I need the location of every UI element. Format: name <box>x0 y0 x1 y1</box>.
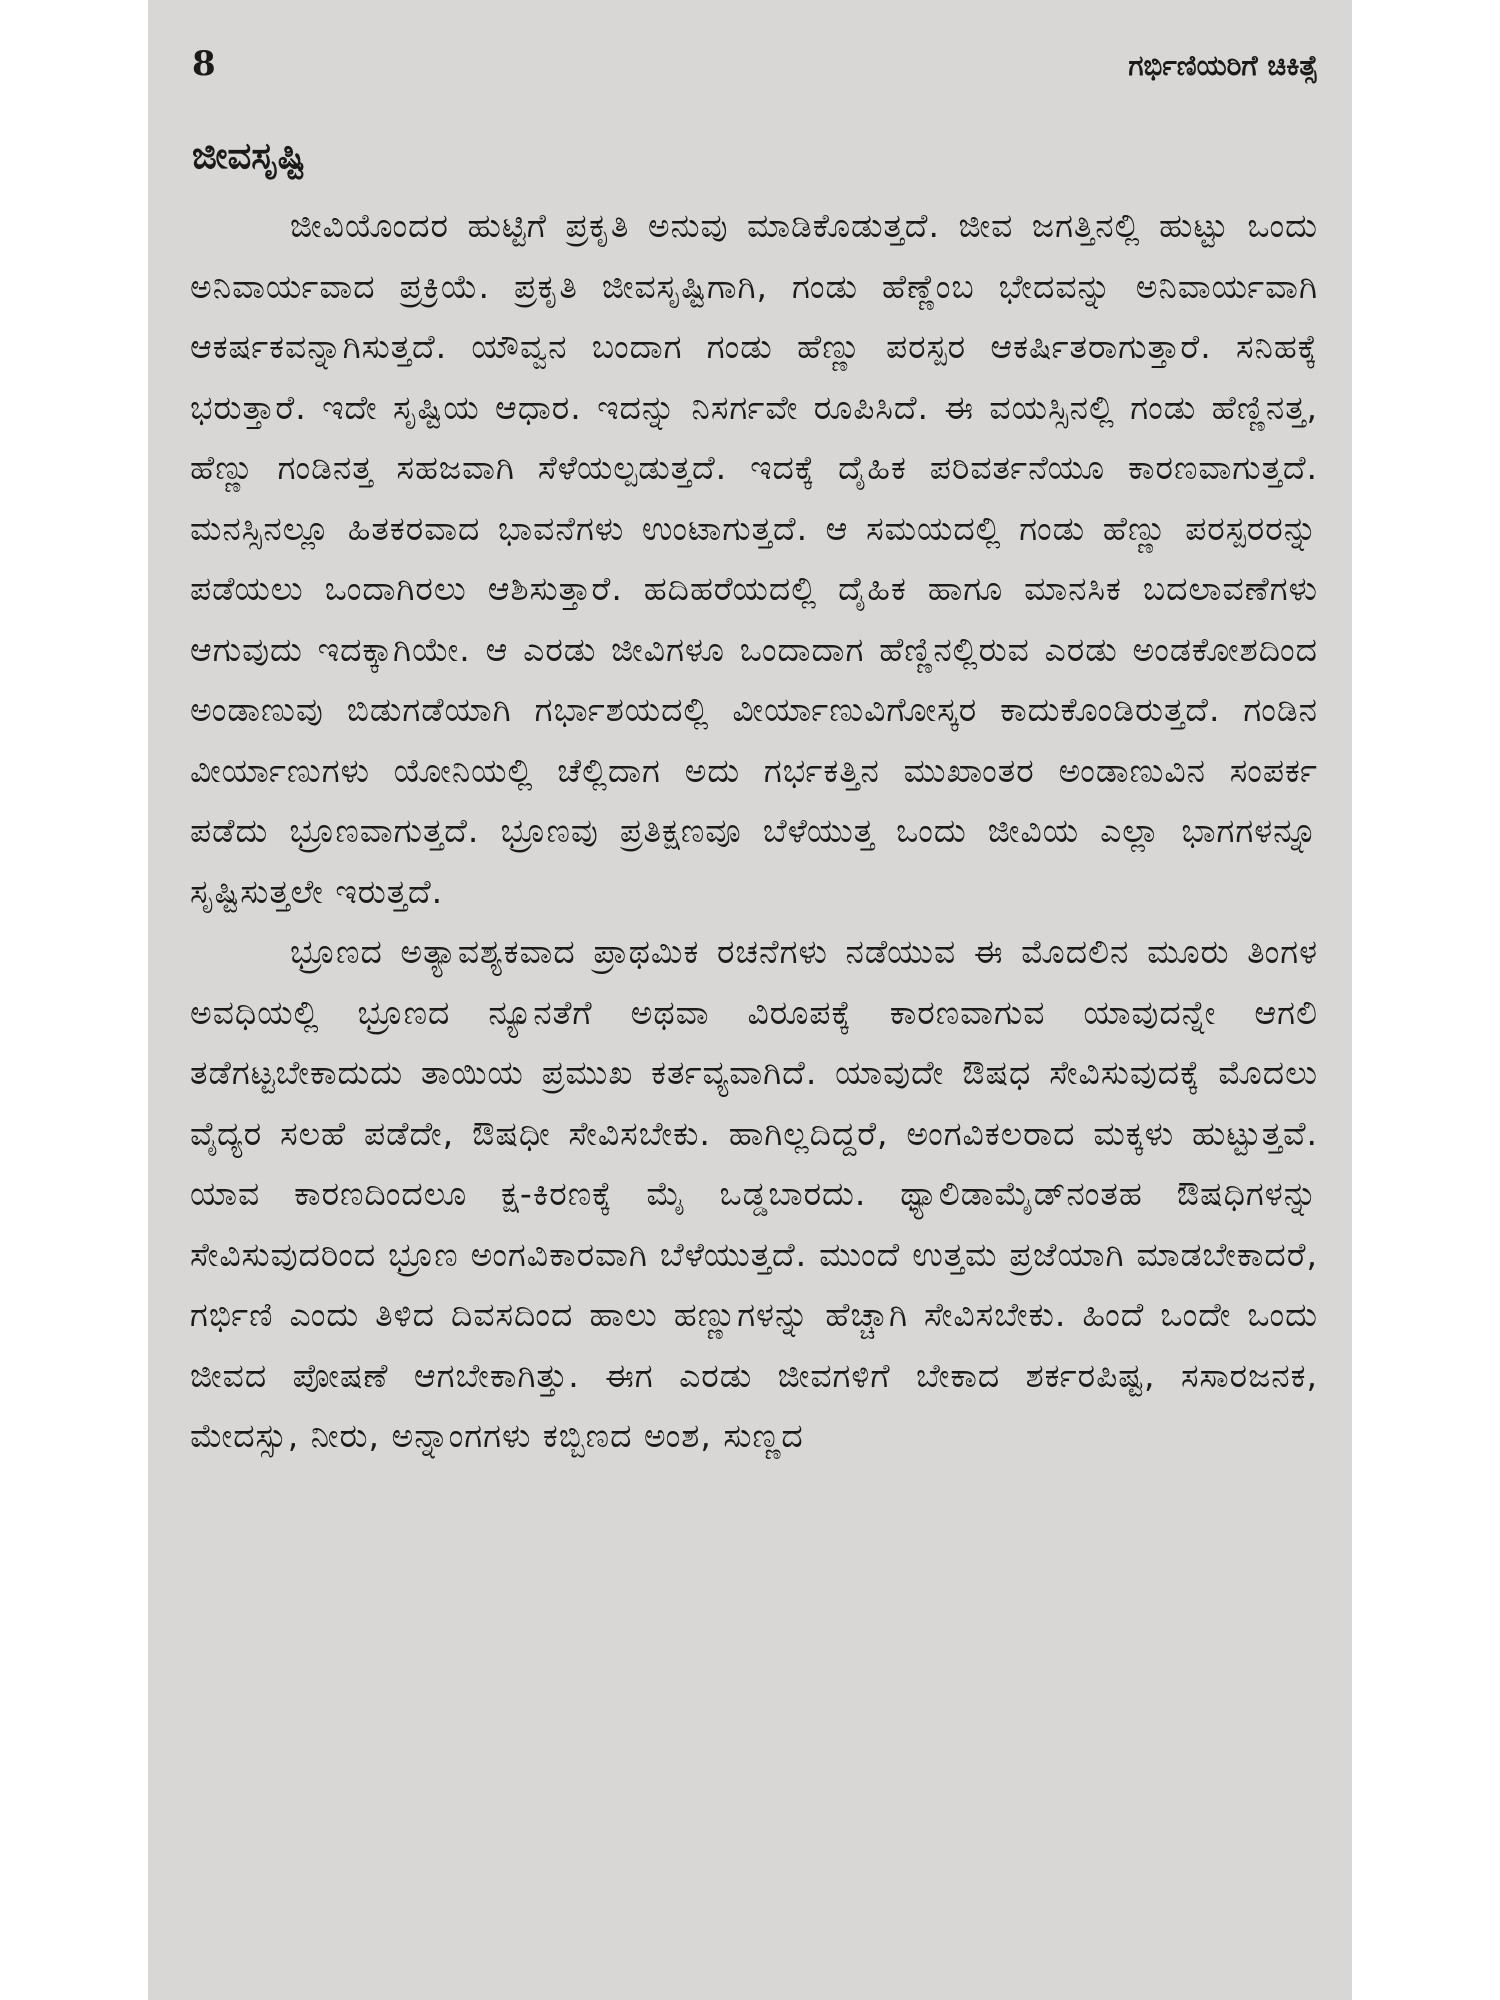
section-title: ಜೀವಸೃಷ್ಟಿ <box>192 134 306 177</box>
body-paragraph-1: ಜೀವಿಯೊಂದರ ಹುಟ್ಟಿಗೆ ಪ್ರಕೃತಿ ಅನುವು ಮಾಡಿಕೊಡುತ್ತದೆ. ಜೀವ ಜಗತ್ತಿನಲ್ಲಿ ಹುಟ್ಟು ಒಂದು ಅನಿವಾರ್ಯವಾದ ಪ್ರಕ್ರಿಯೆ. ಪ್ರಕೃತಿ ಜೀವಸೃಷ್ಟಿಗಾಗಿ, ಗಂಡು ಹೆಣ್ಣೆಂಬ ಭೇದವನ್ನು ಅನಿವಾರ್ಯವಾಗಿ ಆಕರ್ಷಕವನ್ನಾಗಿಸುತ್ತದೆ. ಯೌವ್ವನ ಬಂದಾಗ ಗಂಡು ಹೆಣ್ಣು ಪರಸ್ಪರ ಆಕರ್ಷಿತರಾಗುತ್ತಾರೆ. ಸನಿಹಕ್ಕೆ ಭರುತ್ತಾರೆ. ಇದೇ ಸೃಷ್ಟಿಯ ಆಧಾರ. ಇದನ್ನು ನಿಸರ್ಗವೇ ರೂಪಿಸಿದೆ. ಈ ವಯಸ್ಸಿನಲ್ಲಿ ಗಂಡು ಹೆಣ್ಣಿನತ್ತ, ಹೆಣ್ಣು ಗಂಡಿನತ್ತ ಸಹಜವಾಗಿ ಸೆಳೆಯಲ್ಪಡುತ್ತದೆ. ಇದಕ್ಕೆ ದೈಹಿಕ ಪರಿವರ್ತನೆಯೂ ಕಾರಣವಾಗುತ್ತದೆ. ಮನಸ್ಸಿನಲ್ಲೂ ಹಿತಕರವಾದ ಭಾವನೆಗಳು ಉಂಟಾಗುತ್ತದೆ. ಆ ಸಮಯದಲ್ಲಿ ಗಂಡು ಹೆಣ್ಣು ಪರಸ್ಪರರನ್ನು ಪಡೆಯಲು ಒಂದಾಗಿರಲು ಆಶಿಸುತ್ತಾರೆ. ಹದಿಹರೆಯದಲ್ಲಿ ದೈಹಿಕ ಹಾಗೂ ಮಾನಸಿಕ ಬದಲಾವಣೆಗಳು ಆಗುವುದು ಇದಕ್ಕಾಗಿಯೇ. ಆ ಎರಡು ಜೀವಿಗಳೂ ಒಂದಾದಾಗ ಹೆಣ್ಣಿನಲ್ಲಿರುವ ಎರಡು ಅಂಡಕೋಶದಿಂದ ಅಂಡಾಣುವು ಬಿಡುಗಡೆಯಾಗಿ ಗರ್ಭಾಶಯದಲ್ಲಿ ವೀರ್ಯಾಣುವಿಗೋಸ್ಕರ ಕಾದುಕೊಂಡಿರುತ್ತದೆ. ಗಂಡಿನ ವೀರ್ಯಾಣುಗಳು ಯೋನಿಯಲ್ಲಿ ಚೆಲ್ಲಿದಾಗ ಅದು ಗರ್ಭಕತ್ತಿನ ಮುಖಾಂತರ ಅಂಡಾಣುವಿನ ಸಂಪರ್ಕ ಪಡೆದು ಭ್ರೂಣವಾಗುತ್ತದೆ. ಭ್ರೂಣವು ಪ್ರತಿಕ್ಷಣವೂ ಬೆಳೆಯುತ್ತ ಒಂದು ಜೀವಿಯ ಎಲ್ಲಾ ಭಾಗಗಳನ್ನೂ ಸೃಷ್ಟಿಸುತ್ತಲೇ ಇರುತ್ತದೆ. <box>190 206 1318 911</box>
page-number: 8 <box>192 44 216 84</box>
body-paragraph-2: ಭ್ರೂಣದ ಅತ್ಯಾವಶ್ಯಕವಾದ ಪ್ರಾಥಮಿಕ ರಚನೆಗಳು ನಡೆಯುವ ಈ ಮೊದಲಿನ ಮೂರು ತಿಂಗಳ ಅವಧಿಯಲ್ಲಿ ಭ್ರೂಣದ ನ್ಯೂನತೆಗೆ ಅಥವಾ ವಿರೂಪಕ್ಕೆ ಕಾರಣವಾಗುವ ಯಾವುದನ್ನೇ ಆಗಲಿ ತಡೆಗಟ್ಟಬೇಕಾದುದು ತಾಯಿಯ ಪ್ರಮುಖ ಕರ್ತವ್ಯವಾಗಿದೆ. ಯಾವುದೇ ಔಷಧ ಸೇವಿಸುವುದಕ್ಕೆ ಮೊದಲು ವೈದ್ಯರ ಸಲಹೆ ಪಡೆದೇ, ಔಷಧೀ ಸೇವಿಸಬೇಕು. ಹಾಗಿಲ್ಲದಿದ್ದರೆ, ಅಂಗವಿಕಲರಾದ ಮಕ್ಕಳು ಹುಟ್ಟುತ್ತವೆ. ಯಾವ ಕಾರಣದಿಂದಲೂ ಕ್ಷ-ಕಿರಣಕ್ಕೆ ಮೈ ಒಡ್ಡಬಾರದು. ಥ್ಯಾಲಿಡಾಮೈಡ್‌ನಂತಹ ಔಷಧಿಗಳನ್ನು ಸೇವಿಸುವುದರಿಂದ ಭ್ರೂಣ ಅಂಗವಿಕಾರವಾಗಿ ಬೆಳೆಯುತ್ತದೆ. ಮುಂದೆ ಉತ್ತಮ ಪ್ರಜೆಯಾಗಿ ಮಾಡಬೇಕಾದರೆ, ಗರ್ಭಿಣಿ ಎಂದು ತಿಳಿದ ದಿವಸದಿಂದ ಹಾಲು ಹಣ್ಣುಗಳನ್ನು ಹೆಚ್ಚಾಗಿ ಸೇವಿಸಬೇಕು. ಹಿಂದೆ ಒಂದೇ ಒಂದು ಜೀವದ ಪೋಷಣೆ ಆಗಬೇಕಾಗಿತ್ತು. ಈಗ ಎರಡು ಜೀವಗಳಿಗೆ ಬೇಕಾದ ಶರ್ಕರಪಿಷ್ಟ, ಸಸಾರಜನಕ, ಮೇದಸ್ಸು, ನೀರು, ಅನ್ನಾಂಗಗಳು ಕಬ್ಬಿಣದ ಅಂಶ, ಸುಣ್ಣದ <box>190 932 1318 1455</box>
page-header <box>190 44 1318 100</box>
book-page <box>148 0 1352 2000</box>
running-title: ಗರ್ಭಿಣಿಯರಿಗೆ ಚಿಕಿತ್ಸೆ <box>1128 49 1318 82</box>
